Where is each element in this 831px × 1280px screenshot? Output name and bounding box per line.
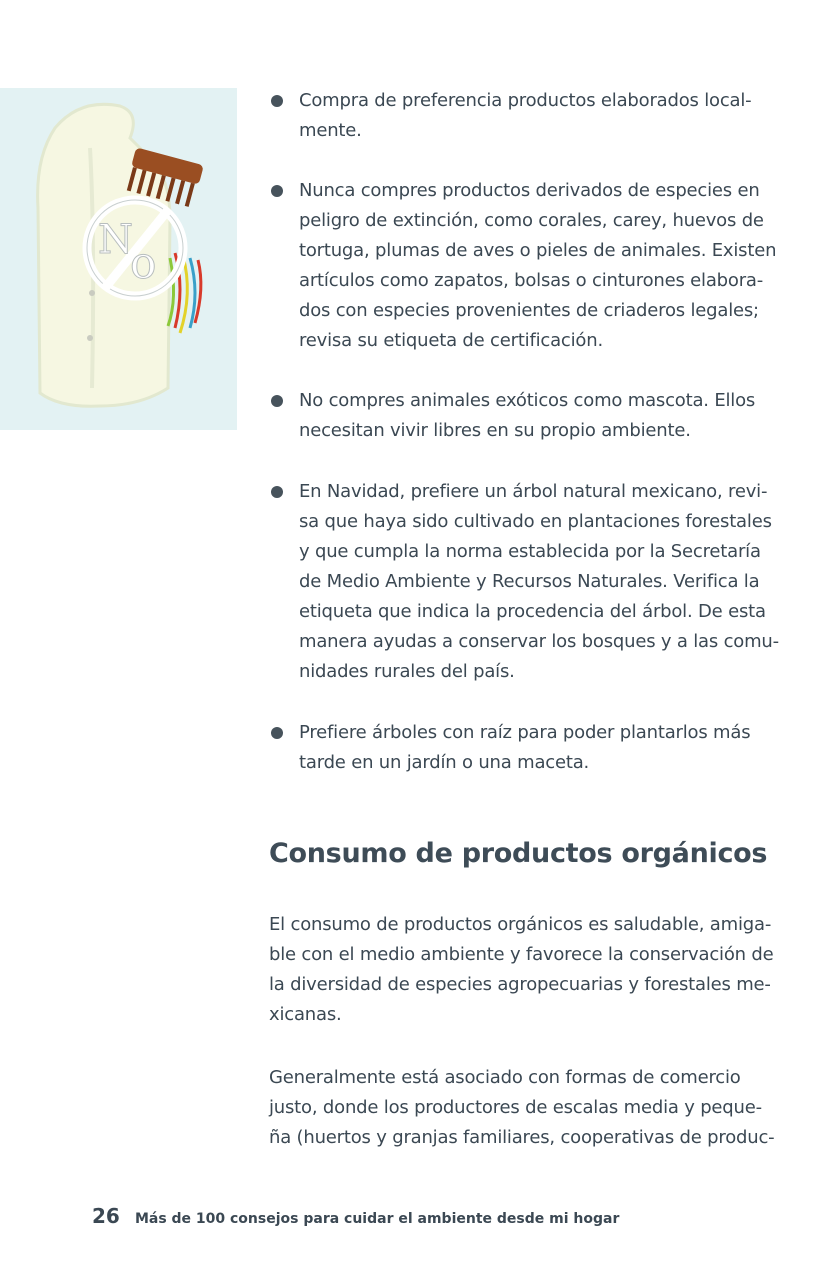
svg-text:o: o [130, 238, 157, 289]
bullet-item [269, 86, 752, 146]
text-line: sa que haya sido cultivado en plantaciones forestales [299, 511, 772, 532]
text-line: El consumo de productos orgánicos es saludable, amiga- [269, 914, 772, 935]
text-line: la diversidad de especies agropecuarias y forestales me- [269, 974, 771, 995]
text-line: xicanas. [269, 1004, 342, 1025]
paragraph [269, 910, 774, 1030]
text-line: artículos como zapatos, bolsas o cinturones elabora- [299, 270, 764, 291]
text-line: revisa su etiqueta de certificación. [299, 330, 603, 351]
text-line: mente. [299, 120, 362, 141]
text-line: de Medio Ambiente y Recursos Naturales. Verifica la [299, 571, 760, 592]
text-line: ble con el medio ambiente y favorece la conservación de [269, 944, 774, 965]
text-line: justo, donde los productores de escalas media y peque- [269, 1097, 762, 1118]
bullet-icon [271, 486, 283, 498]
page-number: 26 [92, 1204, 120, 1228]
bullet-icon [271, 185, 283, 197]
text-line: tortuga, plumas de aves o pieles de animales. Existen [299, 240, 777, 261]
text-line: etiqueta que indica la procedencia del árbol. De esta [299, 601, 766, 622]
bullet-icon [271, 727, 283, 739]
text-line: y que cumpla la norma establecida por la Secretaría [299, 541, 761, 562]
text-line: dos con especies provenientes de criaderos legales; [299, 300, 759, 321]
text-line: Generalmente está asociado con formas de comercio [269, 1067, 741, 1088]
text-line: peligro de extinción, como corales, carey, huevos de [299, 210, 764, 231]
text-line: tarde en un jardín o una maceta. [299, 752, 590, 773]
text-line: nidades rurales del país. [299, 661, 515, 682]
illustration-no-fur-coat [0, 88, 237, 430]
main-text-column [269, 0, 779, 1180]
text-line: No compres animales exóticos como mascota. Ellos [299, 390, 756, 411]
bullet-item [269, 386, 756, 446]
bullet-item [269, 477, 779, 687]
text-line: Compra de preferencia productos elaborados local- [299, 90, 752, 111]
text-line: manera ayudas a conservar los bosques y a las comu- [299, 631, 779, 652]
text-line: En Navidad, prefiere un árbol natural mexicano, revi- [299, 481, 768, 502]
bullet-item [269, 176, 777, 356]
paragraph [269, 1063, 775, 1153]
page-footer [92, 1204, 619, 1228]
section-heading: Consumo de productos orgánicos [269, 838, 768, 869]
svg-text:N: N [98, 217, 133, 263]
bullet-icon [271, 395, 283, 407]
text-line: Nunca compres productos derivados de especies en [299, 180, 760, 201]
bullet-item [269, 718, 751, 778]
book-title: Más de 100 consejos para cuidar el ambiente desde mi hogar [134, 1211, 620, 1227]
bullet-icon [271, 95, 283, 107]
text-line: necesitan vivir libres en su propio ambiente. [299, 420, 691, 441]
text-line: ña (huertos y granjas familiares, cooperativas de produc- [269, 1127, 775, 1148]
text-line: Prefiere árboles con raíz para poder plantarlos más [299, 722, 751, 743]
